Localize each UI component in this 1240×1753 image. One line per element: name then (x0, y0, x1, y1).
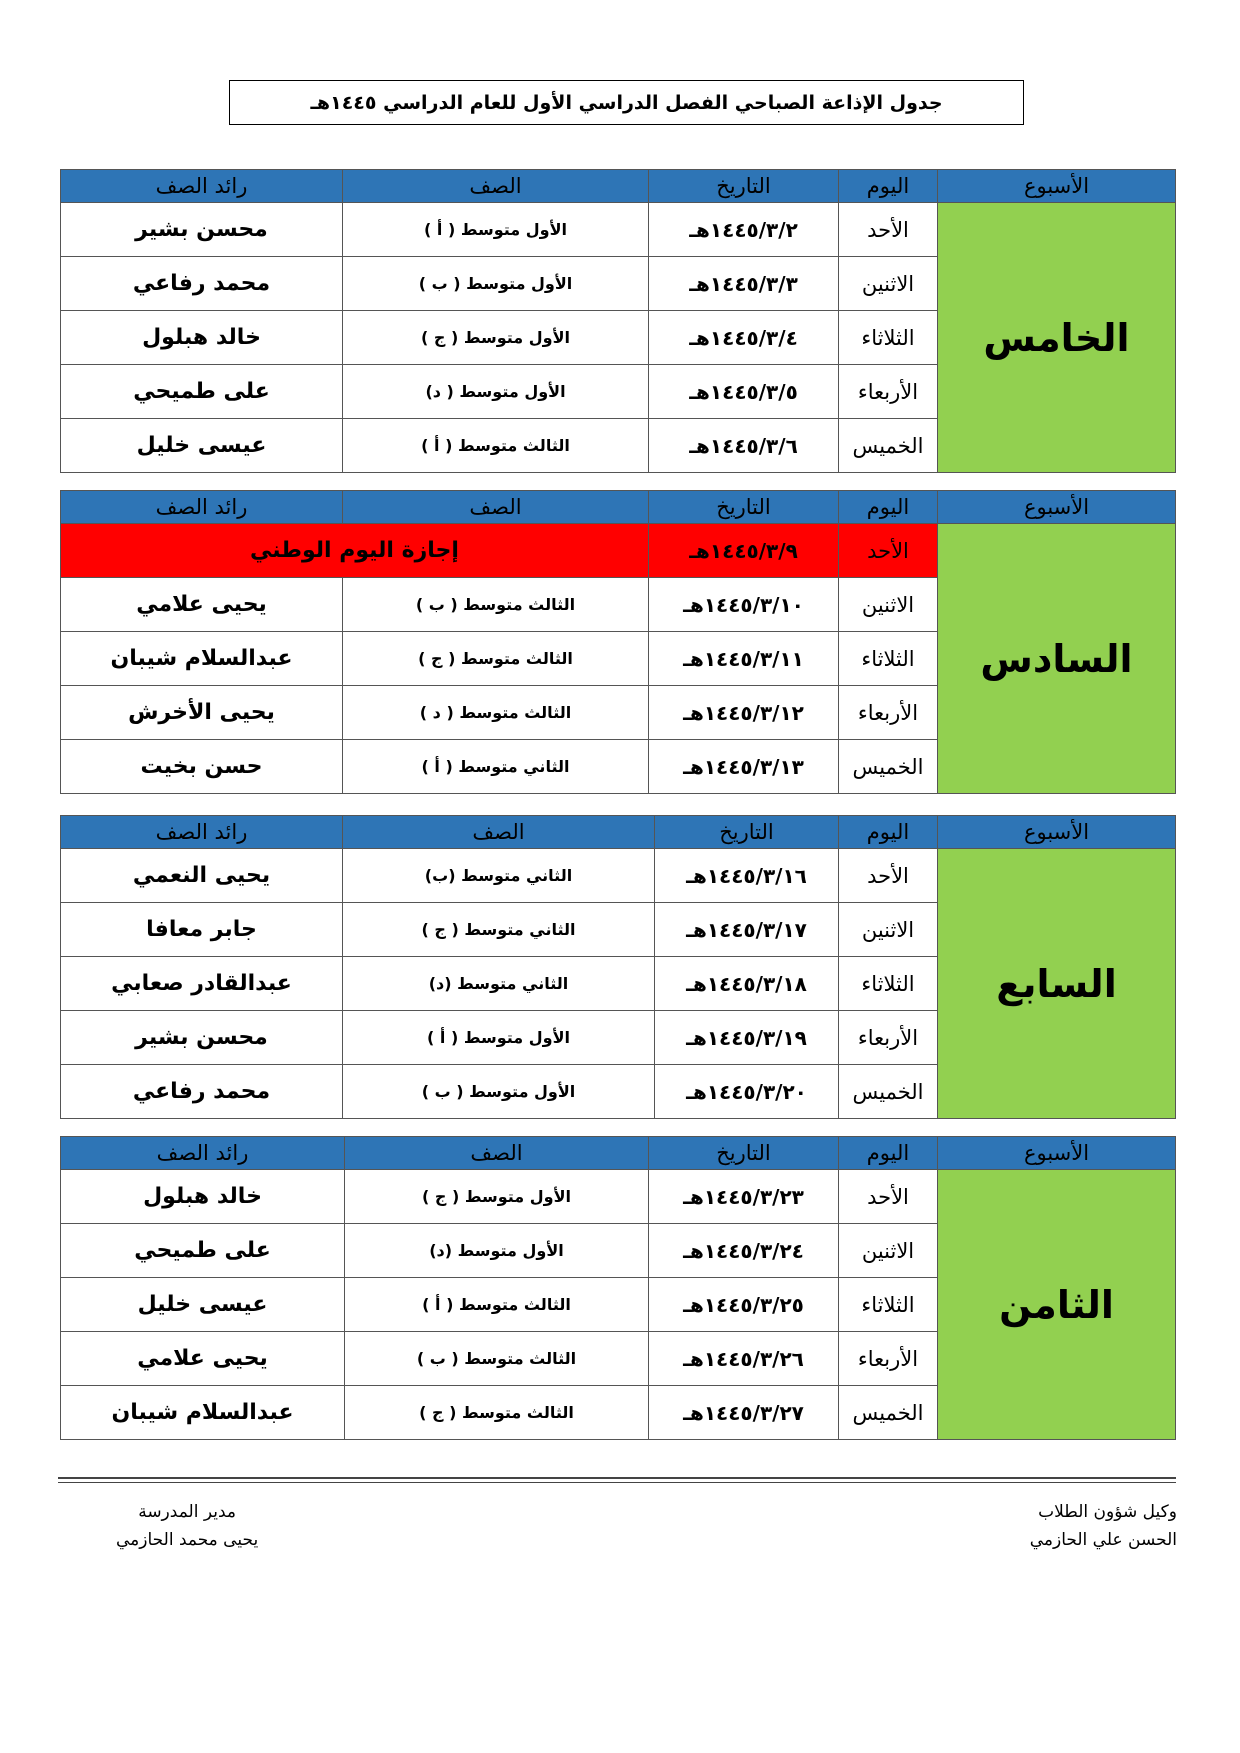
day-cell: الأحد (839, 203, 938, 257)
day-cell: الخميس (839, 740, 938, 794)
leader-cell: عيسى خليل (61, 419, 343, 473)
date-cell: ١٤٤٥/٣/٢٤هـ (649, 1224, 839, 1278)
day-cell: الأربعاء (839, 1332, 938, 1386)
header-week: الأسبوع (938, 491, 1176, 524)
header-leader: رائد الصف (61, 491, 343, 524)
day-cell: الثلاثاء (839, 632, 938, 686)
header-date: التاريخ (649, 170, 839, 203)
class-cell: الثاني متوسط (ب) (343, 849, 655, 903)
signature-title: وكيل شؤون الطلاب (1038, 1502, 1177, 1522)
leader-cell: عيسى خليل (61, 1278, 345, 1332)
class-cell: الثالث متوسط ( أ ) (343, 419, 649, 473)
header-week: الأسبوع (938, 816, 1176, 849)
leader-cell: على طميحي (61, 1224, 345, 1278)
leader-cell: محمد رفاعي (61, 1065, 343, 1119)
table-header-row (61, 1137, 1176, 1170)
day-cell: الخميس (839, 419, 938, 473)
leader-cell: محسن بشير (61, 203, 343, 257)
week-table-seventh (60, 815, 1176, 1119)
leader-cell: خالد هبلول (61, 311, 343, 365)
date-cell: ١٤٤٥/٣/٦هـ (649, 419, 839, 473)
leader-cell: جابر معافا (61, 903, 343, 957)
date-cell: ١٤٤٥/٣/١٠هـ (649, 578, 839, 632)
header-class: الصف (343, 170, 649, 203)
week-table-fifth (60, 169, 1176, 473)
leader-cell: حسن بخيت (61, 740, 343, 794)
week-name: السابع (938, 849, 1176, 1119)
day-cell: الأربعاء (839, 686, 938, 740)
week-table-sixth (60, 490, 1176, 794)
week-name: السادس (938, 524, 1176, 794)
day-cell: الثلاثاء (839, 957, 938, 1011)
leader-cell: يحيى النعمي (61, 849, 343, 903)
holiday-row (61, 524, 1176, 578)
leader-cell: عبدالسلام شيبان (61, 1386, 345, 1440)
day-cell: الاثنين (839, 257, 938, 311)
day-cell: الأحد (839, 849, 938, 903)
header-leader: رائد الصف (61, 816, 343, 849)
date-cell: ١٤٤٥/٣/٤هـ (649, 311, 839, 365)
date-cell: ١٤٤٥/٣/٢٦هـ (649, 1332, 839, 1386)
class-cell: الأول متوسط ( ب ) (343, 257, 649, 311)
day-cell: الثلاثاء (839, 311, 938, 365)
table-header-row (61, 816, 1176, 849)
day-cell: الأربعاء (839, 1011, 938, 1065)
page-title: جدول الإذاعة الصباحي الفصل الدراسي الأول للعام الدراسي ١٤٤٥هـ (229, 80, 1024, 125)
date-cell: ١٤٤٥/٣/٢٠هـ (655, 1065, 839, 1119)
header-day: اليوم (839, 816, 938, 849)
leader-cell: على طميحي (61, 365, 343, 419)
leader-cell: يحيى علامي (61, 578, 343, 632)
week-table-eighth (60, 1136, 1176, 1440)
leader-cell: محمد رفاعي (61, 257, 343, 311)
class-cell: الأول متوسط ( ج ) (345, 1170, 649, 1224)
class-cell: الأول متوسط ( أ ) (343, 203, 649, 257)
table-row (61, 203, 1176, 257)
week-name: الثامن (938, 1170, 1176, 1440)
day-cell: الخميس (839, 1065, 938, 1119)
date-cell: ١٤٤٥/٣/١٢هـ (649, 686, 839, 740)
leader-cell: عبدالقادر صعابي (61, 957, 343, 1011)
date-cell: ١٤٤٥/٣/٥هـ (649, 365, 839, 419)
class-cell: الثاني متوسط ( ج ) (343, 903, 655, 957)
date-cell: ١٤٤٥/٣/١٦هـ (655, 849, 839, 903)
header-class: الصف (343, 491, 649, 524)
date-cell: ١٤٤٥/٣/١٩هـ (655, 1011, 839, 1065)
table-header-row (61, 170, 1176, 203)
date-cell: ١٤٤٥/٣/٩هـ (649, 524, 839, 578)
header-leader: رائد الصف (61, 1137, 345, 1170)
class-cell: الأول متوسط ( ج ) (343, 311, 649, 365)
date-cell: ١٤٤٥/٣/٢٥هـ (649, 1278, 839, 1332)
class-cell: الثالث متوسط ( د ) (343, 686, 649, 740)
leader-cell: عبدالسلام شيبان (61, 632, 343, 686)
header-class: الصف (343, 816, 655, 849)
divider (58, 1477, 1176, 1479)
date-cell: ١٤٤٥/٣/١١هـ (649, 632, 839, 686)
week-name: الخامس (938, 203, 1176, 473)
holiday-label: إجازة اليوم الوطني (61, 524, 649, 578)
class-cell: الثاني متوسط ( أ ) (343, 740, 649, 794)
class-cell: الثالث متوسط ( أ ) (345, 1278, 649, 1332)
class-cell: الأول متوسط ( أ ) (343, 1011, 655, 1065)
day-cell: الثلاثاء (839, 1278, 938, 1332)
table-header-row (61, 491, 1176, 524)
header-leader: رائد الصف (61, 170, 343, 203)
class-cell: الثالث متوسط ( ب ) (345, 1332, 649, 1386)
day-cell: الأحد (839, 524, 938, 578)
date-cell: ١٤٤٥/٣/١٧هـ (655, 903, 839, 957)
class-cell: الثالث متوسط ( ج ) (343, 632, 649, 686)
header-class: الصف (345, 1137, 649, 1170)
day-cell: الاثنين (839, 903, 938, 957)
class-cell: الثالث متوسط ( ب ) (343, 578, 649, 632)
header-day: اليوم (839, 1137, 938, 1170)
leader-cell: يحيى الأخرش (61, 686, 343, 740)
header-date: التاريخ (655, 816, 839, 849)
date-cell: ١٤٤٥/٣/٢٧هـ (649, 1386, 839, 1440)
table-row (61, 849, 1176, 903)
leader-cell: محسن بشير (61, 1011, 343, 1065)
date-cell: ١٤٤٥/٣/٣هـ (649, 257, 839, 311)
header-date: التاريخ (649, 1137, 839, 1170)
class-cell: الأول متوسط ( د) (343, 365, 649, 419)
header-day: اليوم (839, 170, 938, 203)
signature-principal (116, 1498, 258, 1554)
day-cell: الاثنين (839, 578, 938, 632)
day-cell: الاثنين (839, 1224, 938, 1278)
class-cell: الثاني متوسط (د) (343, 957, 655, 1011)
header-day: اليوم (839, 491, 938, 524)
date-cell: ١٤٤٥/٣/٢٣هـ (649, 1170, 839, 1224)
signature-name: يحيى محمد الحازمي (116, 1530, 259, 1550)
date-cell: ١٤٤٥/٣/٢هـ (649, 203, 839, 257)
class-cell: الثالث متوسط ( ج ) (345, 1386, 649, 1440)
signature-student-affairs (1030, 1498, 1177, 1554)
header-date: التاريخ (649, 491, 839, 524)
table-row (61, 1170, 1176, 1224)
header-week: الأسبوع (938, 170, 1176, 203)
leader-cell: يحيى علامي (61, 1332, 345, 1386)
leader-cell: خالد هبلول (61, 1170, 345, 1224)
signature-name: الحسن علي الحازمي (1029, 1530, 1177, 1550)
class-cell: الأول متوسط (د) (345, 1224, 649, 1278)
signature-title: مدير المدرسة (138, 1502, 236, 1522)
divider (58, 1482, 1176, 1483)
day-cell: الأربعاء (839, 365, 938, 419)
header-week: الأسبوع (938, 1137, 1176, 1170)
day-cell: الخميس (839, 1386, 938, 1440)
class-cell: الأول متوسط ( ب ) (343, 1065, 655, 1119)
date-cell: ١٤٤٥/٣/١٣هـ (649, 740, 839, 794)
day-cell: الأحد (839, 1170, 938, 1224)
date-cell: ١٤٤٥/٣/١٨هـ (655, 957, 839, 1011)
